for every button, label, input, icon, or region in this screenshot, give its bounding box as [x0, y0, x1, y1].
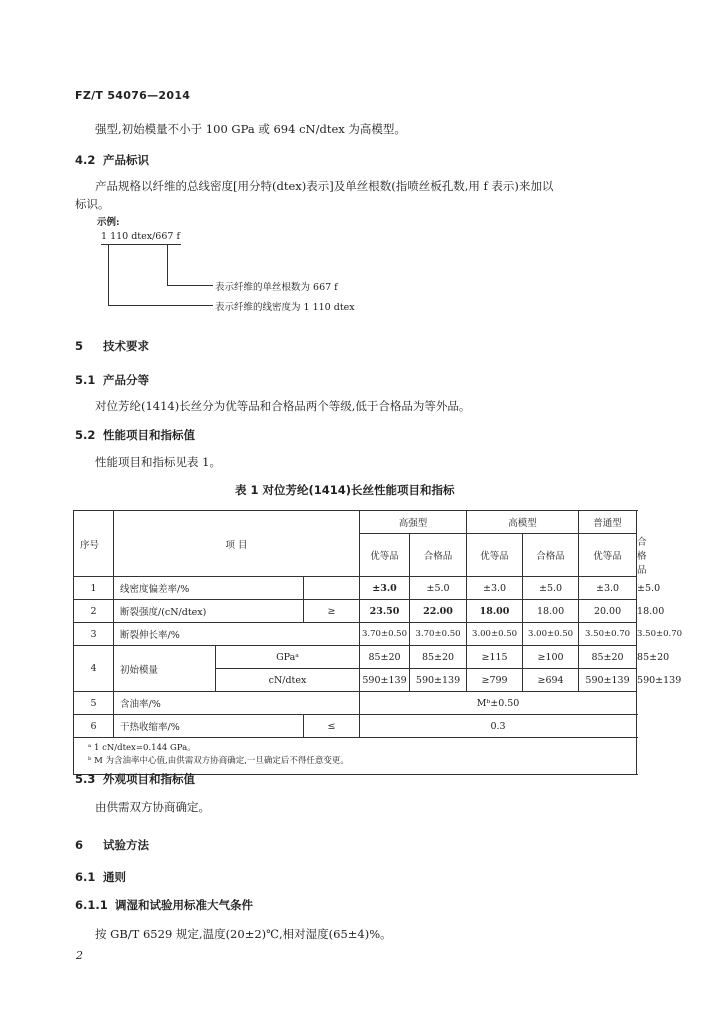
row-item: 线密度偏差率/%	[114, 577, 304, 600]
row-symbol	[304, 577, 360, 600]
table-caption: 表 1 对位芳纶(1414)长丝性能项目和指标	[235, 483, 455, 497]
section-5-2-heading	[75, 427, 195, 443]
section-number: 6	[75, 838, 84, 852]
paragraph-5-2: 性能项目和指标见表 1。	[95, 455, 221, 469]
grade-cell: 合格品	[410, 534, 467, 577]
section-title: 产品分等	[103, 373, 149, 387]
section-title: 外观项目和指标值	[103, 772, 195, 786]
table-row	[74, 715, 637, 738]
row-no: 4	[74, 646, 114, 692]
section-title: 通则	[103, 870, 126, 884]
value-cell: 590±139	[360, 669, 410, 692]
row-unit: GPaᵃ	[216, 646, 360, 669]
paragraph-4-2-line2: 标识。	[75, 197, 110, 211]
table-row: 4 初始模量 GPaᵃ 85±20 85±20 ≥115 ≥100 85±20 85±20	[74, 646, 637, 669]
row-no: 1	[74, 577, 114, 600]
grade-cell: 优等品	[360, 534, 410, 577]
value-cell: 85±20	[360, 646, 410, 669]
row-item: 断裂强度/(cN/dtex)	[114, 600, 304, 623]
value-cell: ≥694	[523, 669, 579, 692]
section-5-1-heading	[75, 372, 149, 388]
example-leader-2	[108, 305, 213, 306]
value-cell: ±5.0	[523, 577, 579, 600]
example-bracket-long	[108, 244, 109, 306]
section-title: 性能项目和指标值	[103, 428, 195, 442]
grade-cell: 优等品	[579, 534, 637, 577]
example-label: 示例:	[97, 217, 120, 228]
value-cell: 18.00	[467, 600, 523, 623]
row-item: 含油率/%	[114, 692, 360, 715]
section-number: 4.2	[75, 153, 96, 167]
paragraph-top: 强型,初始模量不小于 100 GPa 或 694 cN/dtex 为高模型。	[95, 122, 406, 136]
example-note-2: 表示纤维的线密度为 1 110 dtex	[215, 302, 355, 313]
footnote-a: ᵃ 1 cN/dtex=0.144 GPa。	[74, 738, 637, 756]
table-row: 3 断裂伸长率/% 3.70±0.50 3.70±0.50 3.00±0.50 3.00±0.50 3.50±0.70 3.50±0.70	[74, 623, 637, 646]
section-title: 试验方法	[103, 838, 149, 852]
value-cell: ±3.0	[467, 577, 523, 600]
value-cell: Mᵇ±0.50	[360, 692, 637, 715]
section-number: 5	[75, 339, 84, 353]
paragraph-6-1-1: 按 GB/T 6529 规定,温度(20±2)℃,相对湿度(65±4)%。	[95, 927, 392, 941]
section-title: 调湿和试验用标准大气条件	[115, 898, 253, 912]
section-title: 技术要求	[103, 339, 149, 353]
table-row: 2 断裂强度/(cN/dtex) ≥ 23.50 22.00 18.00 18.00 20.00 18.00	[74, 600, 637, 623]
row-symbol: ≥	[304, 600, 360, 623]
section-number: 5.3	[75, 772, 96, 786]
table-grade-row: 优等品 合格品 优等品 合格品 优等品 合格品	[74, 534, 637, 577]
row-no: 3	[74, 623, 114, 646]
page-number: 2	[76, 949, 83, 962]
footnote-b: ᵇ M 为含油率中心值,由供需双方协商确定,一旦确定后不得任意变更。	[74, 755, 637, 775]
section-number: 5.2	[75, 428, 96, 442]
value-cell: ≥115	[467, 646, 523, 669]
value-cell: 3.50±0.70	[579, 623, 637, 646]
value-cell: ≥799	[467, 669, 523, 692]
value-cell: 590±139	[410, 669, 467, 692]
paragraph-5-3: 由供需双方协商确定。	[95, 800, 210, 814]
value-cell: 3.00±0.50	[523, 623, 579, 646]
row-no: 2	[74, 600, 114, 623]
table-header-row	[74, 511, 637, 534]
value-cell: ≥100	[523, 646, 579, 669]
value-cell: 3.00±0.50	[467, 623, 523, 646]
value-cell: 20.00	[579, 600, 637, 623]
value-cell: 3.70±0.50	[360, 623, 410, 646]
group-high-modulus: 高模型	[467, 511, 579, 534]
example-leader-1	[167, 285, 213, 286]
value-cell: ±5.0	[410, 577, 467, 600]
value-cell: ±3.0	[360, 577, 410, 600]
section-6-heading	[75, 837, 149, 853]
section-title: 产品标识	[103, 153, 149, 167]
section-number: 6.1	[75, 870, 96, 884]
paragraph-5-1: 对位芳纶(1414)长丝分为优等品和合格品两个等级,低于合格品为等外品。	[95, 399, 471, 413]
section-6-1-1-heading	[75, 897, 253, 913]
table-row	[74, 692, 637, 715]
value-cell: 85±20	[410, 646, 467, 669]
section-4-2-heading	[75, 152, 149, 168]
group-standard: 普通型	[579, 511, 637, 534]
value-cell: 85±20	[579, 646, 637, 669]
row-item: 初始模量	[114, 646, 216, 692]
paragraph-4-2-line1: 产品规格以纤维的总线密度[用分特(dtex)表示]及单丝根数(指喷丝板孔数,用 f 表示)来加以	[95, 179, 554, 193]
example-underline	[101, 244, 181, 245]
value-cell: ±3.0	[579, 577, 637, 600]
row-unit: cN/dtex	[216, 669, 360, 692]
row-item: 断裂伸长率/%	[114, 623, 360, 646]
example-bracket-short	[167, 244, 168, 286]
section-number: 5.1	[75, 373, 96, 387]
table-footnote-row	[74, 738, 637, 756]
document-number: FZ/T 54076—2014	[75, 89, 191, 102]
section-number: 6.1.1	[75, 898, 108, 912]
header-item: 项 目	[114, 511, 360, 577]
grade-cell: 合格品	[523, 534, 579, 577]
header-no: 序号	[74, 511, 114, 577]
value-cell: 0.3	[360, 715, 637, 738]
section-5-heading	[75, 338, 149, 354]
grade-cell: 优等品	[467, 534, 523, 577]
value-cell: 22.00	[410, 600, 467, 623]
row-symbol: ≤	[304, 715, 360, 738]
value-cell: 3.70±0.50	[410, 623, 467, 646]
row-no: 5	[74, 692, 114, 715]
row-no: 6	[74, 715, 114, 738]
table-row: cN/dtex 590±139 590±139 ≥799 ≥694 590±139 590±139	[74, 669, 637, 692]
example-note-1: 表示纤维的单丝根数为 667 f	[215, 282, 338, 293]
value-cell: 18.00	[523, 600, 579, 623]
example-code: 1 110 dtex/667 f	[101, 231, 180, 242]
section-6-1-heading	[75, 869, 126, 885]
value-cell: 590±139	[579, 669, 637, 692]
table-row: 1 线密度偏差率/% ±3.0 ±5.0 ±3.0 ±5.0 ±3.0 ±5.0	[74, 577, 637, 600]
row-item: 干热收缩率/%	[114, 715, 304, 738]
value-cell: 23.50	[360, 600, 410, 623]
group-high-strength: 高强型	[360, 511, 467, 534]
spec-table	[73, 510, 683, 775]
section-5-3-heading	[75, 771, 195, 787]
